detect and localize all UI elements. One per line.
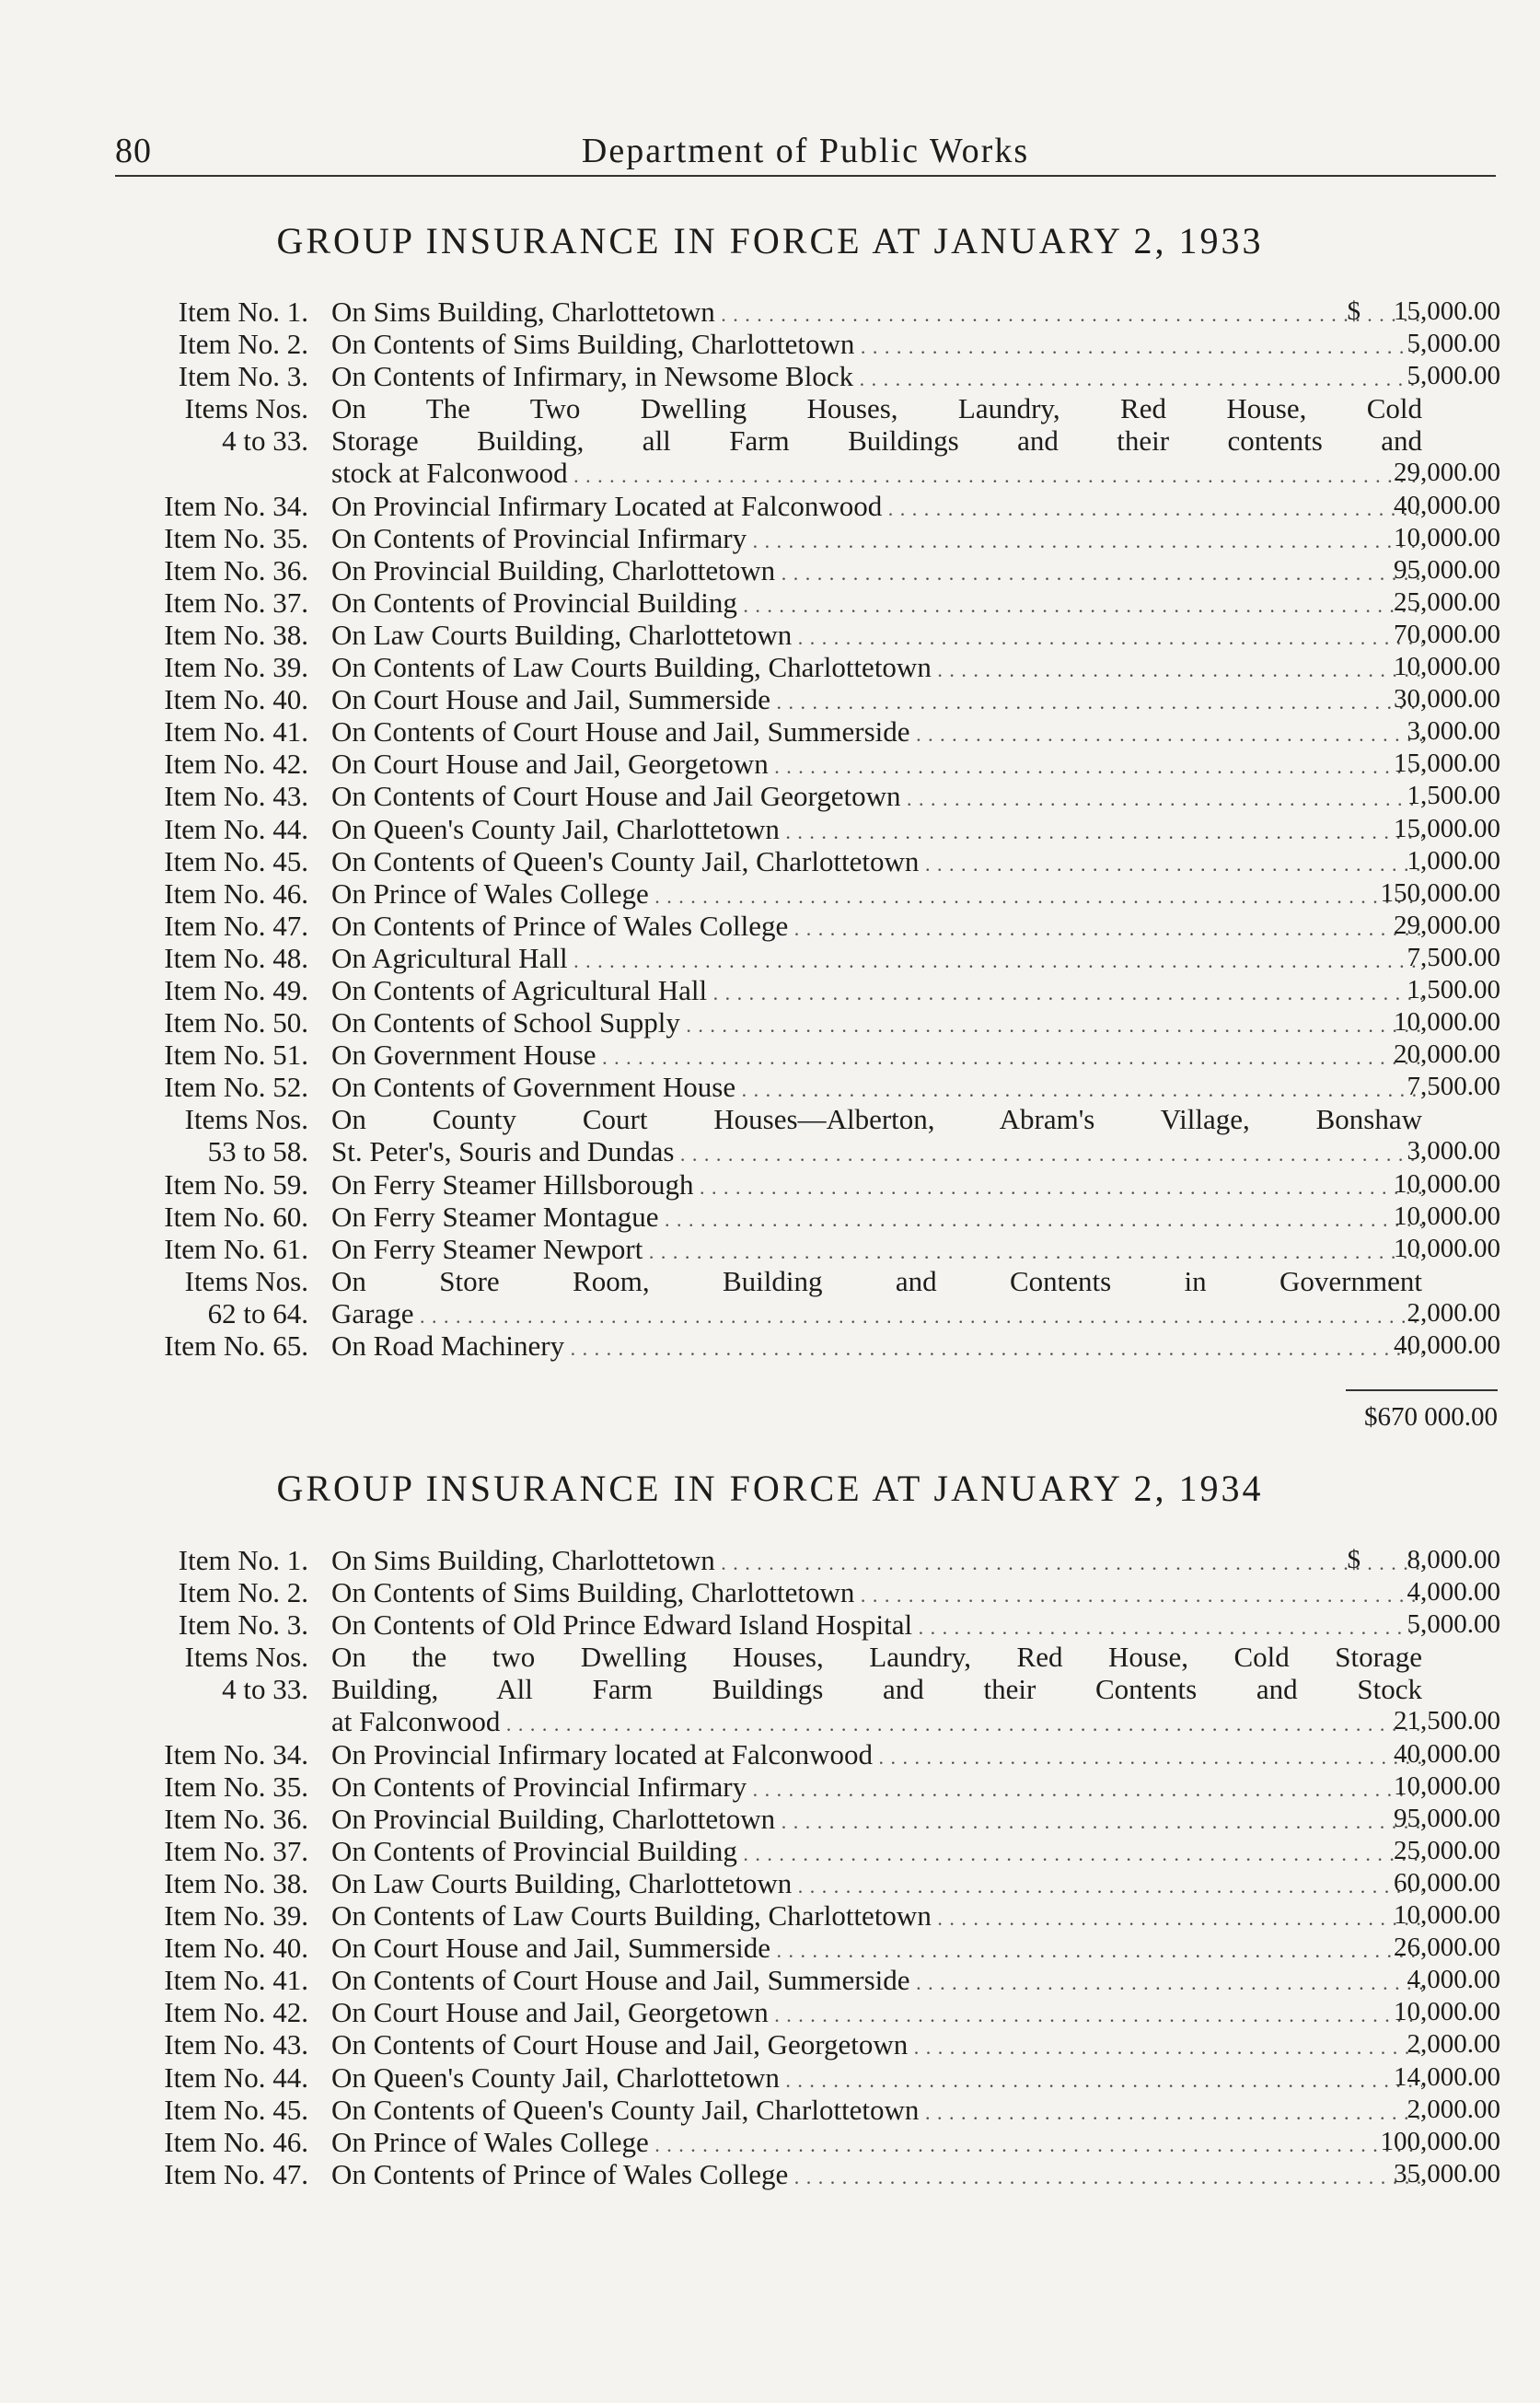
- table-row: [110, 1964, 1500, 1996]
- table-row: [110, 1103, 1500, 1135]
- item-amount: 3,000.00: [1407, 716, 1500, 747]
- item-description: On Government House . . .: [331, 1039, 1422, 1074]
- item-amount: 5,000.00: [1407, 1609, 1500, 1640]
- item-number: Items Nos.: [184, 392, 308, 425]
- item-description: On Contents of Law Courts Building, Charlottetown . . .: [331, 1899, 1422, 1934]
- item-number: Item No. 34.: [164, 489, 308, 522]
- table-row: [110, 1168, 1500, 1201]
- table-row: [110, 1265, 1500, 1297]
- table-row: [110, 1608, 1500, 1641]
- item-number: Item No. 38.: [164, 1866, 308, 1899]
- item-description: On Contents of Court House and Jail, Summerside . . .: [331, 715, 1422, 750]
- item-number: Item No. 1.: [178, 1544, 308, 1576]
- item-description: On Contents of Provincial Building . . .: [331, 586, 1422, 621]
- item-amount: 10,000.00: [1394, 1900, 1500, 1931]
- item-amount: 10,000.00: [1394, 1201, 1500, 1231]
- table-row: [110, 910, 1500, 942]
- table-row: [110, 2094, 1500, 2126]
- item-description: On Contents of Queen's County Jail, Charlottetown . . .: [331, 845, 1422, 880]
- table-row: [110, 683, 1500, 715]
- item-number: Item No. 40.: [164, 1932, 308, 1965]
- insurance-table-1934: [110, 1544, 1500, 2190]
- item-description: On Contents of Sims Building, Charlottetown . . .: [331, 1576, 1422, 1611]
- item-amount: 2,000.00: [1407, 2029, 1500, 2060]
- item-number: Items Nos.: [184, 1264, 308, 1297]
- item-amount: 3,000.00: [1407, 1136, 1500, 1167]
- item-description: On Prince of Wales College . . .: [331, 877, 1422, 912]
- item-amount: 70,000.00: [1394, 619, 1500, 649]
- item-amount: 4,000.00: [1407, 1965, 1500, 1995]
- item-description: On Contents of Old Prince Edward Island Hospital . . .: [331, 1608, 1422, 1643]
- item-amount: 60,000.00: [1394, 1867, 1500, 1898]
- item-number: Item No. 52.: [164, 1071, 308, 1104]
- item-number: Items Nos.: [184, 1641, 308, 1674]
- item-description: On County Court Houses—Alberton, Abram's Village, Bonshaw: [331, 1103, 1422, 1136]
- item-description: On Contents of School Supply . . .: [331, 1006, 1422, 1041]
- item-number: Item No. 45.: [164, 2093, 308, 2126]
- item-number: Item No. 46.: [164, 876, 308, 910]
- item-number: Item No. 42.: [164, 748, 308, 781]
- item-number: Item No. 49.: [164, 973, 308, 1006]
- table-row: [110, 1932, 1500, 1964]
- item-description: On Court House and Jail, Georgetown . . .: [331, 748, 1422, 783]
- item-description: On Provincial Infirmary located at Falconwood . . .: [331, 1738, 1422, 1773]
- item-number: Item No. 36.: [164, 553, 308, 586]
- item-amount: 35,000.00: [1394, 2158, 1500, 2188]
- item-amount: 5,000.00: [1407, 361, 1500, 391]
- table-row: [110, 1673, 1500, 1705]
- item-amount: 1,000.00: [1407, 845, 1500, 876]
- table-row: [110, 328, 1500, 360]
- item-amount: 25,000.00: [1394, 1835, 1500, 1865]
- item-number: 62 to 64.: [207, 1296, 308, 1329]
- table-row: [110, 1233, 1500, 1265]
- item-amount: 2,000.00: [1407, 2094, 1500, 2124]
- item-description: at Falconwood . . .: [331, 1705, 1422, 1740]
- item-amount: 40,000.00: [1394, 490, 1500, 520]
- item-number: Item No. 59.: [164, 1167, 308, 1201]
- table-row: [110, 392, 1500, 424]
- item-amount: 40,000.00: [1394, 1738, 1500, 1769]
- table-row: [110, 619, 1500, 651]
- item-amount: 10,000.00: [1394, 1770, 1500, 1801]
- table-row: [110, 748, 1500, 780]
- table-row: [110, 554, 1500, 586]
- item-number: Item No. 61.: [164, 1232, 308, 1265]
- item-number: Item No. 38.: [164, 618, 308, 651]
- item-description: On Store Room, Building and Contents in Government: [331, 1264, 1422, 1297]
- item-description: On Road Machinery . . .: [331, 1329, 1422, 1364]
- item-description: On Contents of Court House and Jail, Summerside . . .: [331, 1964, 1422, 1999]
- item-description: On Contents of Court House and Jail, Georgetown . . .: [331, 2028, 1422, 2063]
- item-amount: 21,500.00: [1394, 1706, 1500, 1736]
- item-number: Item No. 2.: [178, 328, 308, 361]
- item-amount: 15,000.00: [1394, 813, 1500, 843]
- item-description: On Provincial Building, Charlottetown . . .: [331, 554, 1422, 589]
- dollar-sign: $: [1347, 296, 1361, 326]
- section-title-1933: GROUP INSURANCE IN FORCE AT JANUARY 2, 1933: [276, 220, 1264, 261]
- item-number: Item No. 37.: [164, 586, 308, 619]
- dollar-sign: $: [1347, 1545, 1361, 1574]
- item-description: On Court House and Jail, Georgetown . . .: [331, 1996, 1422, 2031]
- item-amount: 29,000.00: [1394, 458, 1500, 488]
- item-number: Items Nos.: [184, 1103, 308, 1136]
- item-number: Item No. 47.: [164, 909, 308, 942]
- item-description: St. Peter's, Souris and Dundas . . .: [331, 1135, 1422, 1170]
- item-amount: 25,000.00: [1394, 586, 1500, 617]
- item-description: On Queen's County Jail, Charlottetown . . .: [331, 2061, 1422, 2096]
- item-description: On Contents of Law Courts Building, Charlottetown . . .: [331, 651, 1422, 686]
- item-amount: 95,000.00: [1394, 1803, 1500, 1833]
- item-number: Item No. 34.: [164, 1737, 308, 1770]
- item-number: 4 to 33.: [222, 1673, 308, 1706]
- table-row: [110, 360, 1500, 392]
- item-number: Item No. 41.: [164, 1964, 308, 1997]
- table-row: [110, 1867, 1500, 1899]
- item-description: On Contents of Provincial Infirmary . . .: [331, 1770, 1422, 1805]
- item-description: On Contents of Provincial Building . . .: [331, 1835, 1422, 1870]
- item-description: On Agricultural Hall . . .: [331, 942, 1422, 977]
- running-head: [115, 127, 1496, 177]
- item-amount: 10,000.00: [1394, 522, 1500, 552]
- item-amount: 15,000.00: [1394, 296, 1500, 326]
- item-description: On Provincial Building, Charlottetown . . .: [331, 1803, 1422, 1838]
- item-amount: 7,500.00: [1407, 1072, 1500, 1102]
- item-number: Item No. 65.: [164, 1329, 308, 1362]
- table-row: [110, 942, 1500, 974]
- item-amount: 10,000.00: [1394, 1168, 1500, 1199]
- item-description: stock at Falconwood . . .: [331, 457, 1422, 492]
- item-description: On Contents of Provincial Infirmary . . .: [331, 522, 1422, 557]
- item-number: Item No. 43.: [164, 780, 308, 813]
- item-amount: 5,000.00: [1407, 329, 1500, 359]
- item-number: Item No. 39.: [164, 1899, 308, 1933]
- item-description: Garage . . .: [331, 1297, 1422, 1332]
- item-description: On Contents of Government House . . .: [331, 1071, 1422, 1106]
- item-amount: 1,500.00: [1407, 781, 1500, 811]
- table-row: [110, 1996, 1500, 2028]
- item-amount: 29,000.00: [1394, 910, 1500, 940]
- item-description: On Queen's County Jail, Charlottetown . . .: [331, 813, 1422, 848]
- page-number: 80: [115, 132, 152, 170]
- item-amount: 30,000.00: [1394, 684, 1500, 714]
- item-number: 53 to 58.: [207, 1135, 308, 1168]
- item-description: On Contents of Infirmary, in Newsome Block . . .: [331, 360, 1422, 395]
- item-number: Item No. 46.: [164, 2125, 308, 2158]
- table-row: [110, 2061, 1500, 2094]
- table-row: [110, 1544, 1500, 1576]
- table-row: [110, 2126, 1500, 2158]
- item-number: Item No. 36.: [164, 1802, 308, 1835]
- item-amount: 8,000.00: [1407, 1545, 1500, 1574]
- item-description: On Contents of Court House and Jail Georgetown . . .: [331, 780, 1422, 815]
- item-number: Item No. 44.: [164, 2061, 308, 2094]
- table-row: [110, 424, 1500, 457]
- table-row: [110, 974, 1500, 1006]
- section-title-1934: GROUP INSURANCE IN FORCE AT JANUARY 2, 1934: [276, 1468, 1264, 1509]
- item-number: Item No. 3.: [178, 1608, 308, 1642]
- item-number: Item No. 2.: [178, 1576, 308, 1609]
- table-row: [110, 586, 1500, 619]
- running-title: Department of Public Works: [581, 132, 1030, 170]
- item-description: On Contents of Queen's County Jail, Charlottetown . . .: [331, 2094, 1422, 2129]
- item-amount: 15,000.00: [1394, 749, 1500, 779]
- total-rule: [1346, 1389, 1498, 1391]
- item-amount: 10,000.00: [1394, 1997, 1500, 2027]
- item-description: On Ferry Steamer Hillsborough . . .: [331, 1168, 1422, 1203]
- item-description: On Provincial Infirmary Located at Falconwood . . .: [331, 490, 1422, 525]
- table-row: [110, 1039, 1500, 1071]
- item-description: On Court House and Jail, Summerside . . .: [331, 683, 1422, 718]
- item-description: On the two Dwelling Houses, Laundry, Red House, Cold Storage: [331, 1641, 1422, 1674]
- item-number: Item No. 37.: [164, 1834, 308, 1867]
- table-row: [110, 1770, 1500, 1803]
- table-row: [110, 1135, 1500, 1167]
- item-amount: 2,000.00: [1407, 1297, 1500, 1328]
- table-row: [110, 715, 1500, 748]
- table-row: [110, 296, 1500, 328]
- table-row: [110, 1201, 1500, 1233]
- item-number: Item No. 51.: [164, 1039, 308, 1072]
- item-description: On Sims Building, Charlottetown . . .: [331, 296, 1422, 331]
- item-number: Item No. 50.: [164, 1006, 308, 1039]
- item-description: On Law Courts Building, Charlottetown . . .: [331, 619, 1422, 654]
- item-number: Item No. 39.: [164, 651, 308, 684]
- item-number: Item No. 48.: [164, 941, 308, 974]
- item-number: Item No. 60.: [164, 1200, 308, 1233]
- item-amount: 40,000.00: [1394, 1330, 1500, 1360]
- item-amount: 20,000.00: [1394, 1039, 1500, 1070]
- item-number: Item No. 47.: [164, 2157, 308, 2190]
- table-row: [110, 457, 1500, 489]
- item-number: Item No. 35.: [164, 1770, 308, 1803]
- table-row: [110, 1835, 1500, 1867]
- item-description: On Ferry Steamer Newport . . .: [331, 1233, 1422, 1268]
- item-number: 4 to 33.: [222, 424, 308, 458]
- item-number: Item No. 43.: [164, 2028, 308, 2061]
- item-description: Building, All Farm Buildings and their Contents and Stock: [331, 1673, 1422, 1706]
- item-amount: 10,000.00: [1394, 652, 1500, 682]
- table-row: [110, 2158, 1500, 2190]
- table-row: [110, 813, 1500, 845]
- table-row: [110, 490, 1500, 522]
- table-row: [110, 1576, 1500, 1608]
- item-amount: 1,500.00: [1407, 974, 1500, 1004]
- table-row: [110, 877, 1500, 910]
- total-amount-1933: $670 000.00: [1364, 1402, 1498, 1432]
- item-number: Item No. 35.: [164, 521, 308, 554]
- item-description: Storage Building, all Farm Buildings and their contents and: [331, 424, 1422, 458]
- item-amount: 150,000.00: [1380, 877, 1500, 908]
- item-amount: 14,000.00: [1394, 2061, 1500, 2092]
- item-amount: 4,000.00: [1407, 1577, 1500, 1608]
- table-row: [110, 780, 1500, 812]
- table-row: [110, 1705, 1500, 1737]
- item-description: On Contents of Prince of Wales College . . .: [331, 910, 1422, 945]
- item-amount: 10,000.00: [1394, 1007, 1500, 1038]
- insurance-table-1933: [110, 296, 1500, 1362]
- table-row: [110, 1899, 1500, 1932]
- table-row: [110, 1803, 1500, 1835]
- table-row: [110, 2028, 1500, 2061]
- item-description: On Sims Building, Charlottetown . . .: [331, 1544, 1422, 1579]
- item-description: On Contents of Prince of Wales College . . .: [331, 2158, 1422, 2193]
- item-amount: 7,500.00: [1407, 942, 1500, 972]
- item-amount: 26,000.00: [1394, 1933, 1500, 1963]
- item-description: On Contents of Agricultural Hall . . .: [331, 974, 1422, 1009]
- item-number: Item No. 40.: [164, 683, 308, 716]
- item-amount: 10,000.00: [1394, 1233, 1500, 1263]
- item-description: On The Two Dwelling Houses, Laundry, Red House, Cold: [331, 392, 1422, 425]
- table-row: [110, 845, 1500, 877]
- item-description: On Contents of Sims Building, Charlottetown . . .: [331, 328, 1422, 363]
- item-description: On Court House and Jail, Summerside . . .: [331, 1932, 1422, 1967]
- item-number: Item No. 41.: [164, 715, 308, 749]
- item-number: Item No. 42.: [164, 1996, 308, 2029]
- table-row: [110, 1738, 1500, 1770]
- table-row: [110, 651, 1500, 683]
- item-description: On Ferry Steamer Montague . . .: [331, 1201, 1422, 1236]
- item-amount: 95,000.00: [1394, 554, 1500, 585]
- table-row: [110, 1641, 1500, 1673]
- table-row: [110, 1297, 1500, 1329]
- item-amount: 100,000.00: [1380, 2126, 1500, 2156]
- item-description: On Law Courts Building, Charlottetown . . .: [331, 1867, 1422, 1902]
- item-number: Item No. 44.: [164, 812, 308, 845]
- table-row: [110, 1329, 1500, 1362]
- item-number: Item No. 3.: [178, 360, 308, 393]
- table-row: [110, 1006, 1500, 1039]
- table-row: [110, 1071, 1500, 1103]
- item-number: Item No. 1.: [178, 296, 308, 328]
- item-description: On Prince of Wales College . . .: [331, 2126, 1422, 2161]
- table-row: [110, 522, 1500, 554]
- item-number: Item No. 45.: [164, 844, 308, 877]
